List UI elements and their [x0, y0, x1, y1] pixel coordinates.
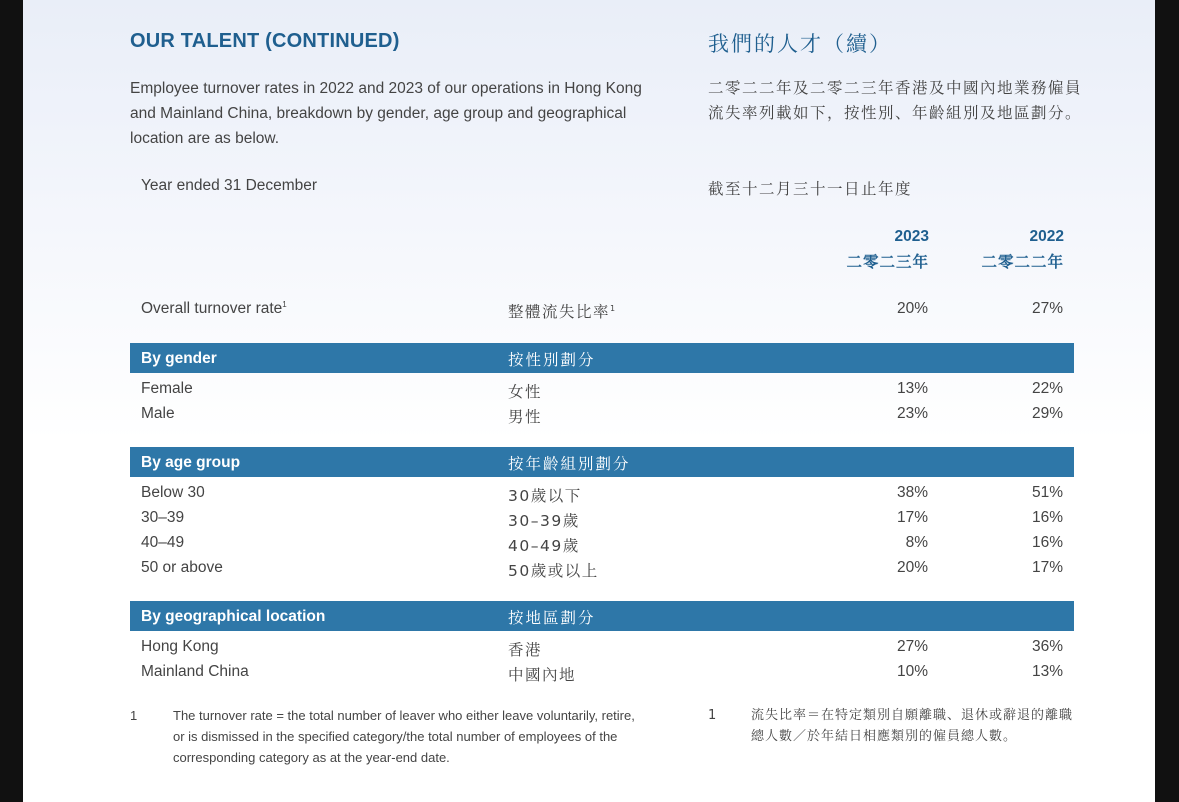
- value-2022: 13%: [1031, 663, 1063, 680]
- table-row: [130, 638, 1074, 663]
- value-2023: 27%: [896, 638, 928, 655]
- report-page: [23, 0, 1155, 802]
- row-label-en: 30–39: [141, 509, 185, 526]
- value-2022: 51%: [1031, 484, 1063, 501]
- section-title-zh: 按性別劃分: [508, 351, 596, 369]
- value-2023: 38%: [896, 484, 928, 501]
- section-header-geographical-location: [130, 601, 1074, 631]
- row-label-zh: 30–39歲: [508, 512, 580, 530]
- row-label-en: Male: [141, 405, 175, 422]
- row-label-zh: 50歲或以上: [508, 562, 599, 580]
- row-label-en: Hong Kong: [141, 638, 219, 655]
- row-label-zh: 男性: [508, 408, 543, 426]
- column-header-2022: [944, 228, 1064, 272]
- intro-paragraph-zh: 二零二二年及二零二三年香港及中國內地業務僱員流失率列載如下，按性別、年齡組別及地區劃分。: [708, 79, 1083, 122]
- table-row: [130, 484, 1074, 509]
- row-label-zh: 女性: [508, 383, 543, 401]
- table-row: [130, 559, 1074, 584]
- footnote-text: The turnover rate = the total number of leaver who either leave voluntarily, retire, or is dismissed in the specified category/the total number of employees of the corresponding category as at the year-end date.: [173, 708, 635, 765]
- table-row: [130, 534, 1074, 559]
- row-label-zh: 30歲以下: [508, 487, 582, 505]
- footnote-number: 1: [130, 708, 138, 723]
- section-header-age-group: [130, 447, 1074, 477]
- table-row: [130, 380, 1074, 405]
- table-row: [130, 405, 1074, 430]
- footnote-en: [130, 705, 650, 768]
- section-title-zh: 按年齡組別劃分: [508, 455, 631, 473]
- footnote-ref: 1: [610, 303, 617, 313]
- value-2022: 27%: [1031, 300, 1063, 317]
- row-label-en: Below 30: [141, 484, 205, 501]
- column-header-2023: [809, 228, 929, 272]
- page-title-zh: 我們的人才（續）: [708, 32, 892, 56]
- value-2023: 20%: [896, 559, 928, 576]
- row-label-en: Mainland China: [141, 663, 249, 680]
- row-label-en: Female: [141, 380, 193, 397]
- value-2023: 23%: [896, 405, 928, 422]
- value-2023: 10%: [896, 663, 928, 680]
- section-title-zh: 按地區劃分: [508, 609, 596, 627]
- table-row: [130, 509, 1074, 534]
- value-2022: 22%: [1031, 380, 1063, 397]
- intro-paragraph-en: Employee turnover rates in 2022 and 2023 of our operations in Hong Kong and Mainland China, breakdown by gender, age group and geographical location are as below.: [130, 80, 642, 147]
- value-2023: 13%: [896, 380, 928, 397]
- footnote-zh: [708, 705, 1078, 747]
- value-2022: 16%: [1031, 509, 1063, 526]
- footnote-number: 1: [708, 708, 718, 723]
- section-title-en: By geographical location: [141, 608, 326, 625]
- column-year-zh: 二零二三年: [846, 253, 929, 271]
- value-2022: 29%: [1031, 405, 1063, 422]
- section-title-en: By age group: [141, 454, 241, 471]
- value-2022: 17%: [1031, 559, 1063, 576]
- value-2022: 36%: [1031, 638, 1063, 655]
- row-label-en: Overall turnover rate$^1$: [141, 300, 287, 318]
- row-label-en: 40–49: [141, 534, 185, 551]
- column-year: 2023: [894, 228, 929, 245]
- row-label-zh: 香港: [508, 641, 543, 659]
- row-label-en: 50 or above: [141, 559, 223, 576]
- year-ended-label-zh: 截至十二月三十一日止年度: [708, 180, 913, 198]
- value-2023: 20%: [896, 300, 928, 317]
- table-row: [130, 663, 1074, 688]
- footnote-text: 流失比率＝在特定類別自願離職、退休或辭退的離職總人數／於年結日相應類別的僱員總人數。: [751, 708, 1074, 744]
- page-title-en: OUR TALENT (CONTINUED): [130, 30, 400, 52]
- value-2022: 16%: [1031, 534, 1063, 551]
- value-2023: 8%: [905, 534, 928, 551]
- section-title-en: By gender: [141, 350, 217, 367]
- section-header-gender: [130, 343, 1074, 373]
- value-2023: 17%: [896, 509, 928, 526]
- column-year-zh: 二零二二年: [981, 253, 1064, 271]
- column-year: 2022: [1029, 228, 1064, 245]
- year-ended-label-en: Year ended 31 December: [141, 177, 318, 194]
- row-label-zh: 中國內地: [508, 666, 577, 684]
- overall-turnover-row: [130, 300, 1074, 325]
- row-label-zh: 整體流失比率$^1$: [508, 303, 617, 321]
- footnote-ref: 1: [282, 300, 287, 309]
- row-label-zh: 40–49歲: [508, 537, 580, 555]
